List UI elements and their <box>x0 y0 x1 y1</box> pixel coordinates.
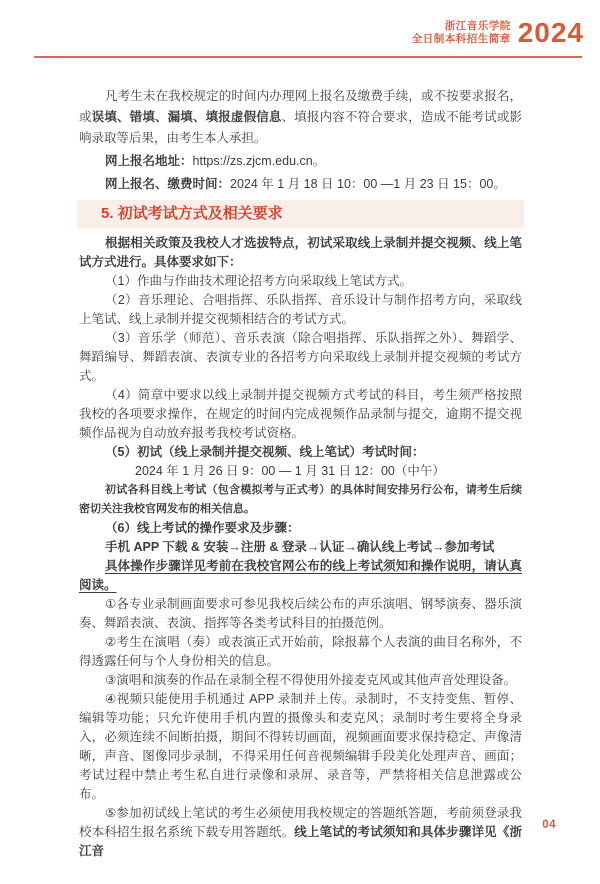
registration-time-label: 网上报名、缴费时间： <box>105 177 231 191</box>
intro-block <box>79 86 522 195</box>
intro-text-2: 、填报内容不符合要求，造成不能考试或影响录取等后果，由考生本人承担。 <box>79 110 522 145</box>
exam-time-value: 2024 年 1 月 26 日 9：00 — 1 月 31 日 12：00（中午） <box>135 464 445 478</box>
header-org-line2: 全日制本科招生简章 <box>411 33 511 45</box>
section-heading-text: 5. 初试考试方式及相关要求 <box>101 205 283 222</box>
exam-mode-item-4: （4）简章中要求以线上录制并提交视频方式考试的科目，考生须严格按照我校的各项要求操作，在规定的时间内完成视频作品录制与提交，逾期不提交视频作品视为自动放弃报考我校考试资格。 <box>79 388 522 440</box>
header-year: 2024 <box>517 17 584 48</box>
page-number: 04 <box>542 819 556 831</box>
online-exam-step-2: ②考生在演唱（奏）或表演正式开始前，除报幕个人表演的曲目名称外，不得透露任何与个人身份相关的信息。 <box>79 635 522 668</box>
exam-mode-item-1: （1）作曲与作曲技术理论招考方向采取线上笔试方式。 <box>105 274 412 288</box>
step-5-bold-text: 线上笔试的考试须知和具体步骤详见《浙江音 <box>79 825 522 858</box>
section-body <box>79 234 522 861</box>
read-carefully-note: 具体操作步骤详见考前在我校官网公布的线上考试须知和操作说明，请认真阅读。 <box>79 559 522 592</box>
registration-time-value: 2024 年 1 月 18 日 10：00 —1 月 23 日 15：00。 <box>230 177 506 191</box>
online-exam-step-1: ①各专业录制画面要求可参见我校后续公布的声乐演唱、钢琴演奏、器乐演奏、舞蹈表演、表演、指挥等各类考试科目的拍摄范例。 <box>79 597 522 630</box>
intro-text-bold: 误填、错填、漏填、填报虚假信息 <box>91 110 282 124</box>
header-org-line1: 浙江音乐学院 <box>444 20 511 32</box>
intro-paragraph <box>79 86 522 149</box>
header-divider-line <box>34 56 582 58</box>
schedule-notice: 初试各科目线上考试（包含模拟考与正式考）的具体时间安排另行公布，请考生后续密切关注我校官网发布的相关信息。 <box>79 484 522 515</box>
online-exam-step-5 <box>79 804 522 861</box>
section-heading-bar <box>77 200 524 228</box>
registration-address-url: https://zs.zjcm.edu.cn。 <box>192 154 326 168</box>
step-5-text: ⑤参加初试线上笔试的考生必须使用我校规定的答题纸答题，考前须登录我校本科招生报名系统下载专用答题纸。 <box>79 806 522 839</box>
registration-time-line <box>79 174 522 195</box>
registration-address-label: 网上报名地址： <box>105 154 193 168</box>
online-exam-step-4: ④视频只能使用手机通过 APP 录制并上传。录制时，不支持变焦、暂停、编辑等功能；只允许使用手机内置的摄像头和麦克风；录制时考生要将全身录入，必须连续不间断拍摄，期间不得转切画面，视频画面要求保持稳定、声像清晰，声音、图像同步录制，不得采用任何音视频编辑手段美化处理声音、画面；考试过程中禁止考生私自进行录像和录屏、录音等，严禁将相关信息泄露或公布。 <box>79 692 522 801</box>
exam-time-item-5: （5）初试（线上录制并提交视频、线上笔试）考试时间： <box>105 445 425 459</box>
header-org-title <box>412 20 511 46</box>
section-lead-paragraph: 根据相关政策及我校人才选拔特点，初试采取线上录制并提交视频、线上笔试方式进行。具体要求如下： <box>79 236 522 269</box>
registration-address-line <box>79 151 522 172</box>
page-header <box>412 19 584 47</box>
operation-steps-item-6: （6）线上考试的操作要求及步骤： <box>105 521 300 535</box>
page-content <box>79 86 522 861</box>
online-exam-step-3: ③演唱和演奏的作品在录制全程不得使用外接麦克风或其他声音处理设备。 <box>105 673 517 687</box>
exam-mode-item-3: （3）音乐学（师范）、音乐表演（除合唱指挥、乐队指挥之外）、舞蹈学、舞蹈编导、舞蹈表演、表演专业的各招考方向采取线上录制并提交视频的考试方式。 <box>79 331 522 383</box>
intro-text-1: 凡考生未在我校规定的时间内办理网上报名及缴费手续，或不按要求报名，或 <box>79 89 522 124</box>
exam-mode-item-2: （2）音乐理论、合唱指挥、乐队指挥、音乐设计与制作招考方向，采取线上笔试、线上录制并提交视频相结合的考试方式。 <box>79 293 522 326</box>
app-steps-line: 手机 APP 下载 & 安装→注册 & 登录→认证→确认线上考试→参加考试 <box>105 540 495 554</box>
